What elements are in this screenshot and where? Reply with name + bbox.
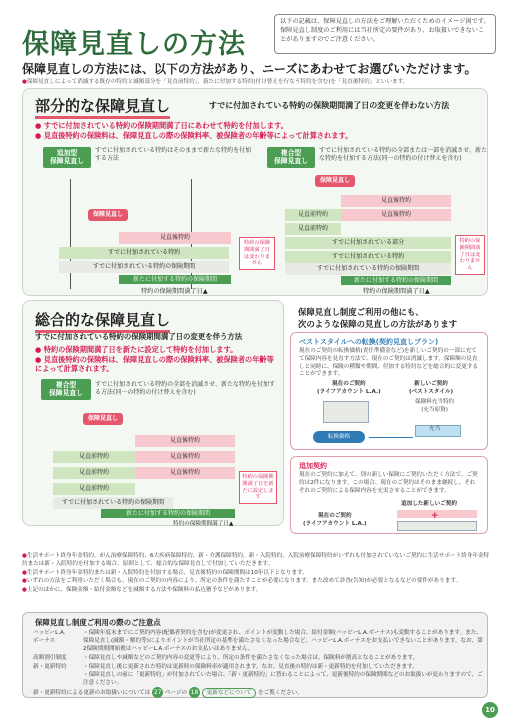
total-before-1: 見直前特約 — [53, 451, 135, 463]
caution-row-3-head: 新・更新特約 — [33, 664, 67, 670]
footer-mid: ページの — [164, 690, 188, 696]
total-review-panel — [22, 300, 284, 526]
best-new: 新しいご契約 (ベストスタイル) — [409, 381, 454, 395]
caution-title: 保障見直し制度ご利用の際のご注意点 — [35, 618, 161, 627]
tag-additional — [43, 147, 91, 168]
right-axis-label-text: 特約の保険期間満了日 — [363, 288, 425, 295]
footnotes — [22, 552, 490, 594]
total-bullet-2: ● 見直後特約の保険料は、保障見直しの際の保険料率、被保険者の年齢等によって計算されます。 — [35, 355, 274, 374]
add-title: 追加契約 — [299, 462, 327, 470]
total-bullet-2-text: 見直後特約の保険料は、保障見直しの際の保険料率、被保険者の年齢等によって計算されます。 — [35, 355, 274, 374]
caution-row-1-text: ・保険年度末までにご契約内容(配偶者契約を含む)が変更され、ポイントが変動した場合、給付金額(ハッピーL.A.ボーナス)も変動することがあります。また、保障見直し(減額・解約等)によりポイントが当社所定の基準を満たさなくなった場合など、ハッピーL.A.ボーナスをお支払いできないことがあります。なお、第2保険期間開始後はハッピーL.A.ボーナスのお支払いはありません。 — [83, 630, 483, 653]
footnote-1-text: 生活サポート終身年金特約、がん治療保障特約、6大疾病保障特約、新・介護保障特約、新・入院特約、入院治療保障特約がいずれも付加されていないご契約に生活サポート終身年金特約または新・入院特約を付加する場合、原則として、総合的な保障見直しで付加していただきます。 — [22, 553, 490, 568]
add-current: 現在のご契約 (ライフアカウント L.A.) — [303, 513, 367, 527]
partial-review-panel — [22, 88, 488, 296]
tag-combined — [267, 147, 315, 168]
total-subtitle: すでに付加されている特約の保険期間満了日の変更を伴う方法 — [35, 332, 243, 341]
total-existing-period: すでに付加されている特約の保険期間 — [53, 497, 173, 509]
caution-row-3-text: ・保障見直し後に更新された特約は更新時の保険料率が適用されます。なお、見直後の特約は新・更新特約を付加していただきます。 ・保障見直しの前に「更新特約」が付加されていた場合、「新・更新特約」に替わることによって、更新後特約の保険期間などのお取扱いが変わりますので、ご注意ください。 — [83, 664, 483, 687]
left-existing-period: すでに付加されている特約の保険期間 — [59, 261, 229, 273]
best-title: ベストスタイルへの転換(契約見直しプラン) — [299, 338, 439, 346]
total-bullet-1: ● 特約の保険期間満了日を新たに設定して特約を付加します。 — [35, 345, 238, 354]
right-new-period: 新たに付加する特約の保険期間 — [341, 276, 451, 285]
tag-additional-l2: 保障見直し — [50, 157, 84, 166]
partial-title: 部分的な保障見直し — [35, 95, 170, 119]
other-title-2: 次のような保障の見直しの方法があります — [298, 319, 458, 329]
partial-bullet-1: ● すでに付加されている特約の保険期間満了日にあわせて特約を付加します。 — [35, 121, 288, 130]
right-after-bar-2: 見直後特約 — [341, 209, 451, 221]
add-text: 現在のご契約に加えて、別の新しい保険にご契約いただく方法で、ご契約は2件になります。この場合、現在のご契約はそのまま継続し、それぞれのご契約による保障内容を充実させることができます。 — [299, 472, 478, 494]
add-plus-icon: + — [431, 511, 439, 521]
left-review-marker: 保障見直し — [88, 209, 128, 221]
right-existing-bar: すでに付加されている特約 — [285, 251, 451, 263]
total-tag-l2: 保障見直し — [49, 389, 83, 398]
add-contract-box — [290, 456, 488, 534]
left-after-bar: 見直後特約 — [119, 232, 231, 244]
partial-subtitle: すでに付加されている特約の保険期間満了日の変更を伴わない方法 — [209, 101, 450, 110]
other-methods — [290, 300, 488, 526]
caution-box — [22, 612, 488, 698]
footer-page-badge: 27 — [153, 689, 162, 696]
total-after-3: 見直後特約 — [135, 467, 235, 479]
add-current-bar — [397, 521, 477, 531]
other-title-1: 保障見直し制度ご利用の他にも、 — [298, 307, 424, 317]
total-axis-label-text: 特約の保険期間満了日 — [173, 521, 229, 527]
total-axis-label: 特約の保険期間満了日▲ — [173, 521, 234, 527]
left-axis-label: 特約の保険期間満了日▲ — [141, 288, 208, 295]
right-before-bar-2: 見直前特約 — [285, 223, 341, 235]
best-sub: 保険料充当特約 (充当原資) — [415, 399, 455, 413]
best-top: 充当 — [429, 426, 441, 432]
total-after-2: 見直後特約 — [135, 451, 235, 463]
left-callout: 特約の保険期間満了日は変わりません — [239, 237, 275, 270]
tag-combined-desc: すでに付加されている特約の全部または一部を消滅させ、新たな特約を付加する方法(同一の特約の付け替えを含む) — [319, 147, 488, 163]
footer-label: 更新などについて — [202, 688, 257, 698]
tag-combined-l2: 保障見直し — [274, 157, 308, 166]
total-before-2: 見直前特約 — [53, 467, 135, 479]
total-after-1: 見直後特約 — [135, 435, 235, 447]
footnote-2: ●生活サポート終身年金特約または新・入院特約を付加する場合、見直後特約の保険期間は10年以下となります。 — [22, 569, 308, 576]
footnote-2-text: 生活サポート終身年金特約または新・入院特約を付加する場合、見直後特約の保険期間は10年以下となります。 — [26, 569, 308, 576]
lead-note: ●保障見直しによって消滅する既存の特約と減額部分を「見直前特約」、新たに付加する特約(付け替えを行なう特約を含む)を「見直後特約」といいます。 — [22, 79, 409, 85]
caution-row-1-head: ハッピーL.A. ボーナス — [33, 630, 66, 645]
right-before-bar-1: 見直前特約 — [285, 209, 341, 221]
footnote-4-text: 上記のほかに、保険金額・給付金額などを減額する方法や保険料の払込猶予などがあります。 — [26, 586, 262, 593]
caution-row-2-text: ・保障見直しや減額などのご契約内容の変更等により、所定の条件を満たさなくなった場合は、保険料が割高となることがあります。 — [83, 655, 419, 661]
best-text: 現在のご契約の転換価格(責任準備金など)を新しいご契約の一部に充てて保障内容を見直す方法で、現在のご契約は消滅します。保障額の見直しと同時に、保険の種類や期間、付加する特約などを総合的に変更することができます。 — [299, 348, 479, 378]
total-new-period: 新たに付加する特約の保険期間 — [101, 509, 235, 518]
tag-combined-l1: 複合型 — [280, 149, 302, 157]
total-desc: すでに付加されている特約の全部を消滅させ、新たな特約を付加する方法(同一の特約の付け替えを含む) — [95, 381, 276, 397]
lead-text: 保障見直しの方法には、以下の方法があり、ニーズにあわせてお選びいただけます。 — [22, 62, 477, 76]
best-conversion: 転換価格 — [313, 431, 365, 443]
footnote-4: ●上記のほかに、保険金額・給付金額などを減額する方法や保険料の払込猶予などがあります。 — [22, 586, 262, 593]
total-review-marker: 保障見直し — [83, 413, 123, 425]
total-before-3: 見直前特約 — [53, 483, 135, 495]
footer-post: をご覧ください。 — [258, 690, 303, 696]
partial-bullet-1-text: すでに付加されている特約の保険期間満了日にあわせて特約を付加します。 — [43, 121, 288, 130]
caution-row-2-head: 高額割引制度 — [33, 655, 67, 661]
footnote-3-text: いずれの方法をご利用いただく場合も、現在のご契約の内容により、所定の条件を満たすことが必要になります。また改めて診査(告知)が必要となるなどの要件があります。 — [26, 578, 462, 585]
total-bullet-1-text: 特約の保険期間満了日を新たに設定して特約を付加します。 — [43, 345, 238, 354]
footer-pre: 新・更新特約による更新のお取扱いについては — [33, 690, 151, 696]
left-new-period: 新たに付加する特約の保険期間 — [119, 275, 231, 284]
partial-bullet-2-text: 見直後特約の保険料は、保障見直しの際の保険料率、被保険者の年齢等によって計算されます。 — [43, 131, 353, 140]
left-axis-label-text: 特約の保険期間満了日 — [141, 288, 203, 295]
footer-num-badge: 18 — [190, 689, 199, 696]
right-callout: 特約の保険期間満了日は変わりません — [455, 235, 485, 275]
add-new: 追加した新しいご契約 — [401, 501, 457, 507]
right-after-bar-1: 見直後特約 — [341, 195, 451, 207]
total-tag — [41, 379, 91, 400]
tag-additional-l1: 追加型 — [56, 149, 78, 157]
disclaimer-box: 以下の記載は、保障見直しの方法をご理解いただくためのイメージ図です。保障見直し制度のご利用には当社所定の要件があり、お取扱いできないことがありますのでご注意ください。 — [274, 14, 496, 54]
page-number: 10 — [482, 702, 498, 718]
tag-additional-desc: すでに付加されている特約はそのままで新たな特約を付加する方法 — [95, 147, 252, 163]
caution-footer — [33, 687, 303, 698]
right-existing-part: すでに付加されている部分 — [285, 237, 451, 249]
best-arrow — [369, 437, 413, 438]
right-existing-period: すでに付加されている特約の保険期間 — [285, 263, 451, 275]
page-title: 保障見直しの方法 — [22, 29, 246, 60]
footnote-3: ●いずれの方法をご利用いただく場合も、現在のご契約の内容により、所定の条件を満たすことが必要になります。また改めて診査(告知)が必要となるなどの要件があります。 — [22, 578, 462, 585]
best-current: 現在のご契約 (ライフアカウント L.A.) — [317, 381, 381, 395]
total-callout: 特約の保険期間満了日を新たに設定します — [239, 471, 277, 504]
total-title: 総合的な保障見直し — [35, 309, 170, 333]
right-review-marker: 保障見直し — [315, 175, 355, 187]
left-existing-bar: すでに付加されている特約 — [59, 247, 229, 259]
best-style-box — [290, 332, 488, 450]
lead-note-text: 保障見直しによって消滅する既存の特約と減額部分を「見直前特約」、新たに付加する特約(付け替えを行なう特約を含む)を「見直後特約」といいます。 — [26, 79, 409, 85]
total-tag-l1: 複合型 — [55, 381, 77, 389]
best-current-bar — [323, 401, 369, 423]
footnote-1: ●生活サポート終身年金特約、がん治療保障特約、6大疾病保障特約、新・介護保障特約、新・入院特約、入院治療保障特約がいずれも付加されていないご契約に生活サポート終身年金特約または新・入院特約を付加する場合、原則として、総合的な保障見直しで付加していただきます。 — [22, 553, 490, 568]
partial-bullet-2: ● 見直後特約の保険料は、保障見直しの際の保険料率、被保険者の年齢等によって計算されます。 — [35, 131, 353, 140]
right-axis-label: 特約の保険期間満了日▲ — [363, 288, 430, 295]
